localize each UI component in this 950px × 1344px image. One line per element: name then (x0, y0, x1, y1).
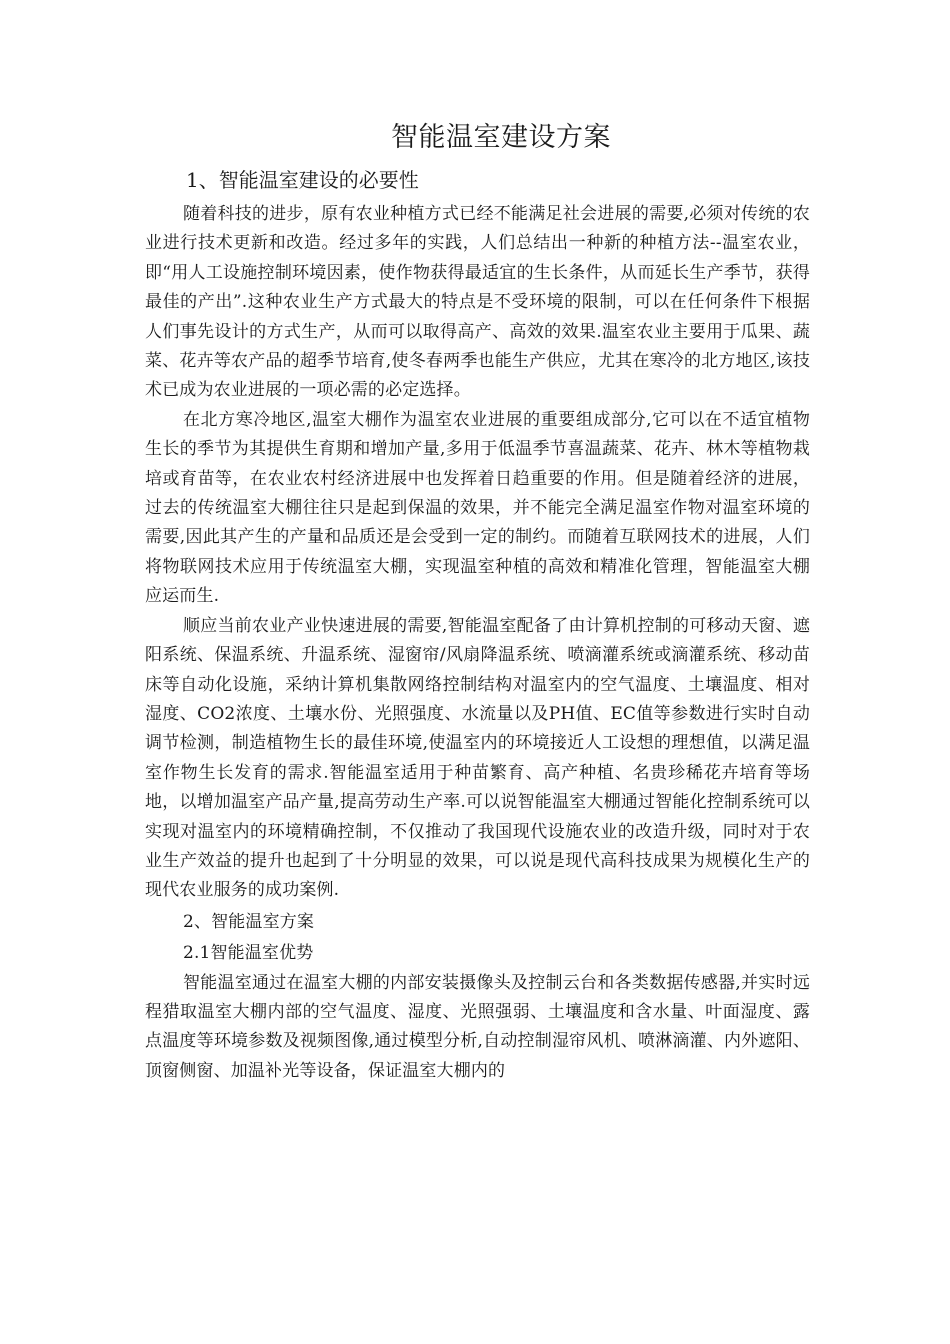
paragraph-smart-greenhouse: 顺应当前农业产业快速进展的需要,智能温室配备了由计算机控制的可移动天窗、遮阳系统、保温系统、升温系统、湿窗帘/风扇降温系统、喷滴灌系统或滴灌系统、移动苗床等自动化设施，采纳计算机集散网络控制结构对温室内的空气温度、土壤温度、相对湿度、CO2浓度、土壤水份、光照强度、水流量以及PH值、EC值等参数进行实时自动调节检测，制造植物生长的最佳环境,使温室内的环境接近人工设想的理想值，以满足温室作物生长发育的需求.智能温室适用于种苗繁育、高产种植、名贵珍稀花卉培育等场地，以增加温室产品产量,提高劳动生产率.可以说智能温室大棚通过智能化控制系统可以实现对温室内的环境精确控制，不仅推动了我国现代设施农业的改造升级，同时对于农业生产效益的提升也起到了十分明显的效果，可以说是现代高科技成果为规模化生产的现代农业服务的成功案例. (145, 615, 810, 901)
section-heading-plan: 2、智能温室方案 (183, 911, 315, 932)
document-title: 智能温室建设方案 (391, 122, 611, 153)
paragraph-advantages: 智能温室通过在温室大棚的内部安装摄像头及控制云台和各类数据传感器,并实时远程猎取温室大棚内部的空气温度、湿度、光照强弱、土壤温度和含水量、叶面湿度、露点温度等环境参数及视频图像,通过模型分析,自动控制湿帘风机、喷淋滴灌、内外遮阳、顶窗侧窗、加温补光等设备，保证温室大棚内的 (145, 972, 810, 1081)
section-heading-necessity: 1、智能温室建设的必要性 (186, 168, 419, 192)
paragraph-background: 随着科技的进步，原有农业种植方式已经不能满足社会进展的需要,必须对传统的农业进行技术更新和改造。经过多年的实践，人们总结出一种新的种植方法--温室农业，即“用人工设施控制环境因素，使作物获得最适宜的生长条件，从而延长生产季节，获得最佳的产出”.这种农业生产方式最大的特点是不受环境的限制，可以在任何条件下根据人们事先设计的方式生产，从而可以取得高产、高效的效果.温室农业主要用于瓜果、蔬菜、花卉等农产品的超季节培育,使冬春两季也能生产供应，尤其在寒冷的北方地区,该技术已成为农业进展的一项必需的必定选择。 (145, 204, 810, 401)
document-body (145, 200, 810, 1086)
paragraph-northern-greenhouse: 在北方寒冷地区,温室大棚作为温室农业进展的重要组成部分,它可以在不适宜植物生长的季节为其提供生育期和增加产量,多用于低温季节喜温蔬菜、花卉、林木等植物栽培或育苗等，在农业农村经济进展中也发挥着日趋重要的作用。但是随着经济的进展，过去的传统温室大棚往往只是起到保温的效果，并不能完全满足温室作物对温室环境的需要,因此其产生的产量和品质还是会受到一定的制约。而随着互联网技术的进展，人们将物联网技术应用于传统温室大棚，实现温室种植的高效和精准化管理，智能温室大棚应运而生. (145, 409, 810, 607)
subsection-heading-advantages: 2.1智能温室优势 (183, 943, 314, 964)
